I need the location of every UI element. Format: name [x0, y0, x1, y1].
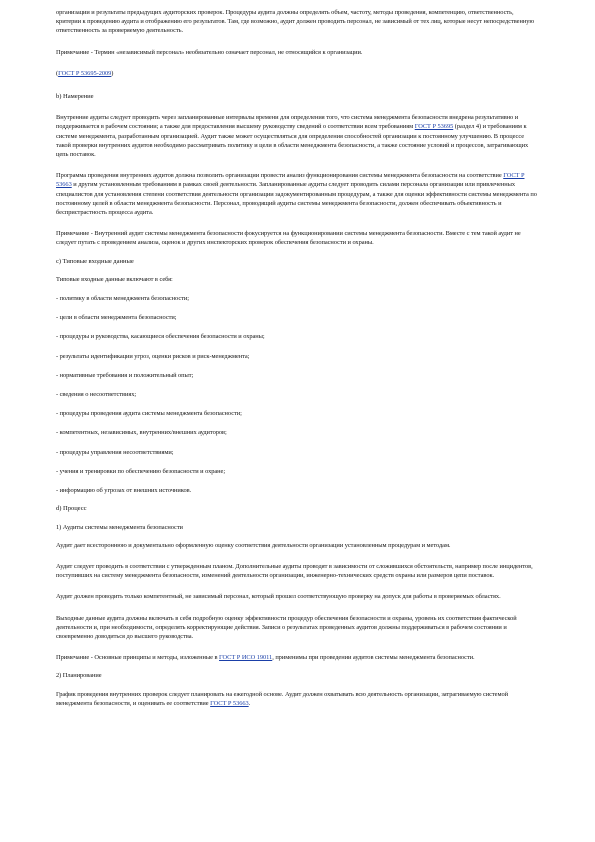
text-before-link: Программа проведения внутренних аудитов должна позволить организации провести анализ функционирования системы менеджмента безопасности на соответствие [56, 172, 504, 180]
text-after-link: . [248, 699, 251, 707]
input-list-item: - информацию об угрозах от внешних источников. [56, 487, 192, 495]
paragraph-audit-outputs: Выходные данные аудита должны включать в себя подробную оценку эффективности процедур обеспечения безопасности и охраны, уровень их соответствия фактической деятельности и, при необходимости, определять корректирующие действия. Записи о результатах проведенных аудитов должны поддерживаться в рабочем состоянии и своевременно доводиться до высшего руководства. [56, 614, 517, 640]
input-list-item: - процедуры управления несоответствиями; [56, 448, 174, 456]
inputs-intro: Типовые входные данные включают в себя: [56, 275, 173, 283]
text-after-link: , применимы при проведении аудитов системы менеджмента безопасности. [272, 654, 475, 662]
ref-open-paren: ( [56, 69, 59, 77]
subheading-sms-audits: 1) Аудиты системы менеджмента безопасности [56, 523, 183, 531]
input-list-item: - учения и тренировки по обеспечению безопасности и охране; [56, 467, 226, 475]
text-before-link: Внутренние аудиты следует проводить через запланированные интервалы времени для определения того, что система менеджмента безопасности внедрена результативно и поддерживается в рабочем состоянии; а также для предоставления высшему руководству сведений о соответствии всем требованиям [56, 114, 519, 131]
input-list-item: - сведения о несоответствиях; [56, 391, 137, 399]
input-list-item: - политику в области менеджмента безопасности; [56, 295, 189, 303]
note-iso-19011 [56, 653, 539, 662]
input-list-item: - компетентных, независимых, внутренних/внешних аудиторов; [56, 429, 227, 437]
reference-line [56, 69, 539, 78]
paragraph-audit-assessment: Аудит дает всестороннюю и документально оформленную оценку соответствия деятельности организации установленным процедурам и методам. [56, 541, 451, 549]
note-independent-personnel: Примечание - Термин «независимый персонал» необязательно означает персонал, не относящийся к организации. [56, 48, 363, 56]
section-heading-process: d) Процесс [56, 505, 87, 513]
gost-iso-19011-link[interactable]: ГОСТ Р ИСО 19011 [219, 654, 273, 662]
paragraph-audit-scope: организации и результаты предыдущих аудиторских проверок. Процедуры аудита должны определять объем, частоту, методы проведения, компетенцию, ответственность, критерии к проведению аудита и отображению его результатов. Там, где возможно, аудит должен проводить персонал, не зависимый от тех лиц, которые несут непосредственную ответственность за проверяемую деятельность. [56, 9, 535, 35]
paragraph-audit-plan: Аудит следует проводить в соответствии с утвержденным планом. Дополнительные аудиты проводят в зависимости от сложившихся обстоятельств, например после инцидентов, поступивших на систему менеджмента безопасности, изменений деятельности организации, инженерно-технических средств охраны или размеров цепи поставок. [56, 562, 533, 580]
input-list-item: - процедуры проведения аудита системы менеджмента безопасности; [56, 410, 242, 418]
paragraph-audit-personnel: Аудит должен проводить только компетентный, не зависимый персонал, который прошел соответствующую проверку на допуск для работы в проверяемых областях. [56, 593, 501, 601]
subheading-planning: 2) Планирование [56, 672, 102, 680]
gost-53695-link[interactable]: ГОСТ Р 53695 [414, 123, 454, 131]
text-before-link: График проведения внутренних проверок следует планировать на ежегодной основе. Аудит должен охватывать всю деятельность организации, затрагиваемую системой менеджмента безопасности, и оценивать ее соответствие [56, 690, 508, 707]
paragraph-audit-program [56, 171, 539, 217]
ref-close-paren: ) [111, 69, 114, 77]
section-heading-intent: b) Намерение [56, 93, 94, 101]
gost-53695-2009-link[interactable]: ГОСТ Р 53695-2009 [58, 69, 112, 77]
input-list-item: - процедуры и руководства, касающиеся обеспечения безопасности и охраны; [56, 333, 265, 341]
text-after-link: (раздел 4) и требованиям к системе менеджмента, разработанным организацией. Аудит также может осуществляться для определения способностей организации к постоянному улучшению. В процессе такой проверки внутренних аудитов необходимо рассматривать политику и цели в области менеджмента безопасности, а также состояние условий и процессов, затрагивающих цепь поставок. [56, 123, 529, 159]
text-before-link: Примечание - Основные принципы и методы, изложенные в [56, 654, 220, 662]
text-after-link: и другим установленным требованиям в рамках своей деятельности. Запланированные аудиты следует проводить силами персонала организации или привлеченных специалистов для установления степени соответствия деятельности организации задокументированным процедурам, а также для оценки эффективности системы менеджмента по постоянному целей в области менеджмента безопасности. Персонал, проводящий аудиты системы менеджмента безопасности, должен обеспечивать объективность и беспристрастность процесса аудита. [56, 181, 537, 217]
gost-53663-link[interactable]: ГОСТ Р 53663 [56, 172, 525, 189]
input-list-item: - цели в области менеджмента безопасности; [56, 314, 177, 322]
gost-53663-link[interactable]: ГОСТ Р 53663 [210, 699, 249, 707]
section-heading-typical-inputs: c) Типовые входные данные [56, 257, 134, 265]
paragraph-internal-audits [56, 113, 539, 159]
paragraph-audit-schedule [56, 690, 539, 708]
input-list-item: - результаты идентификации угроз, оценки рисков и риск-менеджмента; [56, 352, 250, 360]
note-internal-audit-focus: Примечание - Внутренний аудит системы менеджмента безопасности фокусируется на функционировании системы менеджмента безопасности. Вместе с тем такой аудит не следует путать с проведением анализа, оценок и других инспекторских проверок обеспечения безопасности и охраны. [56, 230, 521, 247]
input-list-item: - нормативные требования и положительный опыт; [56, 371, 194, 379]
